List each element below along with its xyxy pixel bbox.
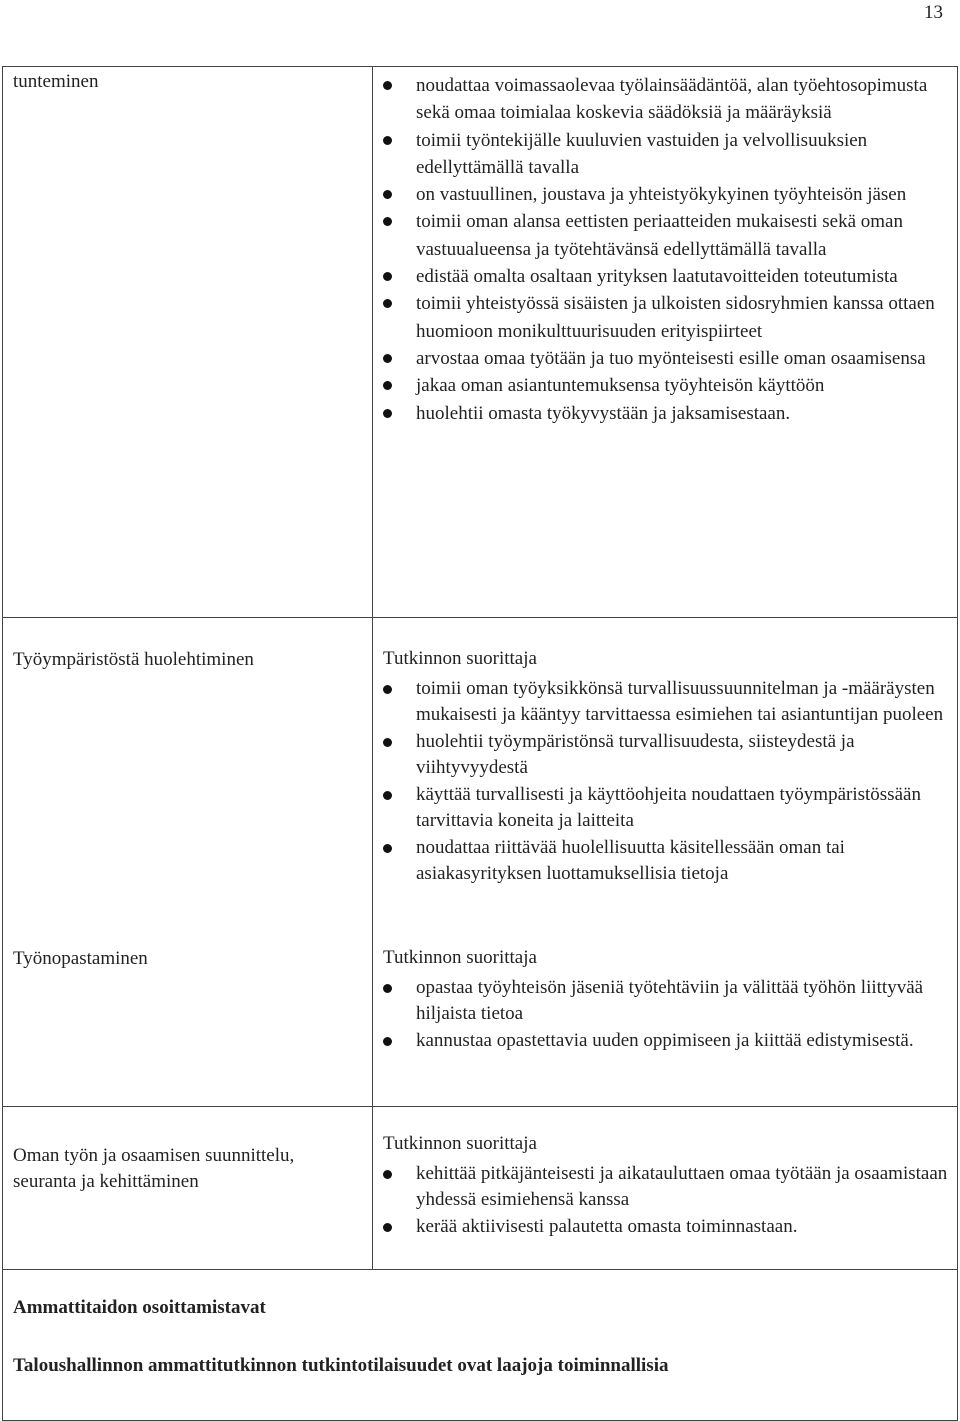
criteria-list [383,1161,949,1241]
list-item: opastaa työyhteisön jäseniä työtehtäviin ja välittää työhön liittyvää hiljaista tietoa [383,975,949,1028]
list-item: toimii yhteistyössä sisäisten ja ulkoisten sidosryhmien kanssa ottaen huomioon monikulttuurisuuden erityispiirteet [383,290,949,345]
criteria-list [383,676,949,888]
block-heading: Tutkinnon suorittaja [383,648,537,669]
list-item: kerää aktiivisesti palautetta omasta toiminnastaan. [383,1214,949,1241]
competence-area-label: tunteminen [13,71,99,92]
table-row [2,1107,958,1270]
criteria-cell [373,618,958,1106]
competence-area-cell [2,618,373,1106]
competence-area-label: Työnopastaminen [13,948,148,969]
list-item: noudattaa riittävää huolellisuutta käsitellessään oman tai asiakasyrityksen luottamuksellisia tietoja [383,835,949,888]
list-item: käyttää turvallisesti ja käyttöohjeita noudattaen työympäristössään tarvittavia koneita ja laitteita [383,782,949,835]
page-number: 13 [924,2,943,23]
criteria-cell [373,1107,958,1269]
list-item: toimii oman työyksikkönsä turvallisuussuunnitelman ja -määräysten mukaisesti ja kääntyy tarvittaessa esimiehen tai asiantuntijan puoleen [383,676,949,729]
list-item: toimii oman alansa eettisten periaatteiden mukaisesti sekä oman vastuualueensa ja työtehtävänsä edellyttämällä tavalla [383,208,949,263]
list-item: toimii työntekijälle kuuluvien vastuiden ja velvollisuuksien edellyttämällä tavalla [383,127,949,182]
block-heading: Tutkinnon suorittaja [383,947,537,968]
list-item: huolehtii omasta työkyvystään ja jaksamisestaan. [383,400,949,427]
criteria-cell [373,67,958,617]
table-row [2,618,958,1107]
list-item: kannustaa opastettavia uuden oppimiseen ja kiittää edistymisestä. [383,1028,949,1055]
competence-area-label: Oman työn ja osaamisen suunnittelu, seuranta ja kehittäminen [13,1145,295,1192]
list-item: jakaa oman asiantuntemuksensa työyhteisön käyttöön [383,372,949,399]
list-item: arvostaa omaa työtään ja tuo myönteisesti esille oman osaamisensa [383,345,949,372]
criteria-block [383,945,949,1054]
criteria-list [383,975,949,1055]
criteria-block [383,646,949,888]
competence-table [2,66,958,1421]
assessment-methods-section [2,1270,958,1421]
list-item: edistää omalta osaltaan yrityksen laatutavoitteiden toteutumista [383,263,949,290]
list-item: huolehtii työympäristönsä turvallisuudesta, siisteydestä ja viihtyvyydestä [383,729,949,782]
section-heading: Ammattitaidon osoittamistavat [13,1297,266,1318]
block-heading: Tutkinnon suorittaja [383,1133,537,1154]
list-item: kehittää pitkäjänteisesti ja aikatauluttaen omaa työtään ja osaamistaan yhdessä esimiehensä kanssa [383,1161,949,1214]
competence-area-label: Työympäristöstä huolehtiminen [13,649,254,670]
criteria-list [383,72,949,427]
table-row [2,67,958,618]
list-item: on vastuullinen, joustava ja yhteistyökykyinen työyhteisön jäsen [383,181,949,208]
competence-area-cell [2,1107,373,1269]
competence-area-cell [2,67,373,617]
list-item: noudattaa voimassaolevaa työlainsäädäntöä, alan työehtosopimusta sekä omaa toimialaa koskevia säädöksiä ja määräyksiä [383,72,949,127]
section-text: Taloushallinnon ammattitutkinnon tutkintotilaisuudet ovat laajoja toiminnallisia [13,1355,669,1376]
